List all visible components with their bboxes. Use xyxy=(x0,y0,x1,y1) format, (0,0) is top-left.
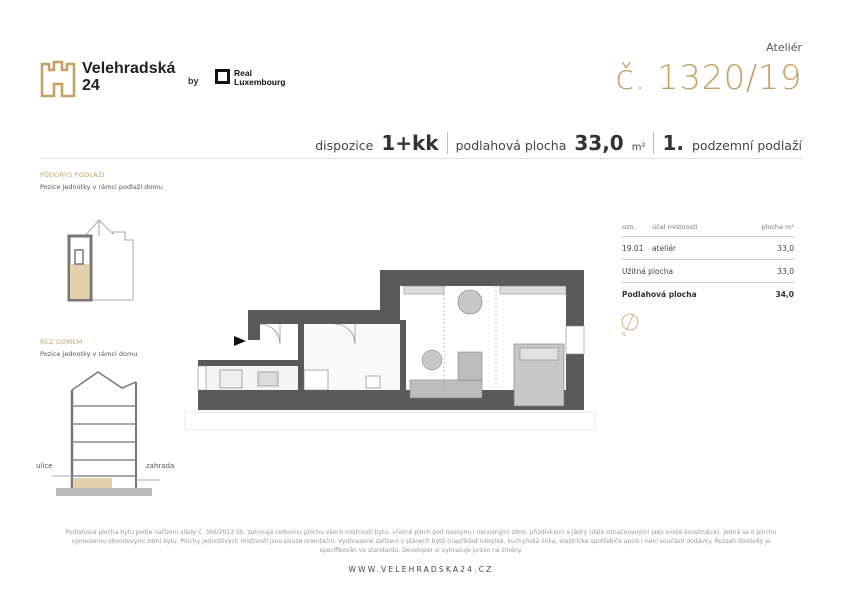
room-area: 33,0 xyxy=(735,237,794,260)
by-label: by xyxy=(188,76,199,86)
table-header-row xyxy=(622,218,794,237)
column-header: účel místnosti xyxy=(652,218,735,237)
partner-name-line2: Luxembourg xyxy=(234,77,286,87)
compass-label: S xyxy=(622,332,626,338)
room-name: ateliér xyxy=(652,237,735,260)
brand-name xyxy=(82,60,175,94)
footer-disclaimer-line: specifikován ve standardu. Developer si vyhrazuje právo na změny. xyxy=(319,547,523,554)
unit-summary xyxy=(315,131,802,155)
footer-disclaimer xyxy=(40,528,802,555)
area-unit: m² xyxy=(631,142,646,153)
floor-area-row xyxy=(622,283,794,306)
footer-disclaimer-line: vymezenou obvodovými zdmi bytu. Plochy jednotlivých místností jsou pouze orientační. Vyobrazené zařízení v plánech bytů (například nábytek, kuchyňská linka, elektrické spotřebiče apod.) není součástí dodávky. Rozsah dodávky je xyxy=(71,538,771,545)
footer-disclaimer-line: Podlahová plocha bytu podle nařízení vlády č. 366/2013 Sb. zahrnuje celkovou plochu všech místností bytu, včetně ploch pod nosnými i nenosnými zdmi, přizdívkami a jádry (dále označovanými jako svislé konstrukce). Jedná se o plochu xyxy=(65,529,777,536)
column-header: ozn. xyxy=(622,218,652,237)
room-code: 19.01 xyxy=(622,237,652,260)
layout-value: 1+kk xyxy=(381,131,439,155)
apartment-floorplan xyxy=(180,260,600,435)
building-floor-thumbnail xyxy=(55,214,140,306)
layout-label: dispozice xyxy=(315,138,374,153)
building-section-thumbnail xyxy=(52,368,162,503)
floorplan-section-subtitle: Pozice jednotky v rámci podlaží domu xyxy=(40,183,163,191)
rooms-table xyxy=(622,218,794,305)
usable-area-row xyxy=(622,260,794,283)
floor-label: podzemní podlaží xyxy=(692,138,802,153)
label-garden: zahrada xyxy=(146,462,175,470)
floor-value: 1. xyxy=(662,131,684,155)
unit-type: Ateliér xyxy=(766,41,802,54)
usable-area-label: Užitná plocha xyxy=(622,260,735,283)
velehradska-logo-icon xyxy=(40,58,76,98)
floorplan-section-title: PŮDORYS PODLAŽÍ xyxy=(40,171,105,179)
unit-number: č. 1320/19 xyxy=(615,58,802,98)
divider xyxy=(653,132,654,154)
section-title: ŘEZ DOMEM xyxy=(40,338,83,346)
section-subtitle: Pozice jednotky v rámci domu xyxy=(40,350,138,358)
area-value: 33,0 xyxy=(574,131,624,155)
area-label: podlahová plocha xyxy=(455,138,567,153)
table-row xyxy=(622,237,794,260)
brand-name-line1: Velehradská xyxy=(82,60,176,77)
floor-area-label: Podlahová plocha xyxy=(622,289,697,299)
label-street: ulice xyxy=(36,462,53,470)
brand-name-line2: 24 xyxy=(82,77,100,94)
header-divider xyxy=(40,158,802,159)
partner-name xyxy=(234,69,285,87)
website-link[interactable]: WWW.VELEHRADSKA24.CZ xyxy=(348,565,494,574)
partner-name-line1: Real xyxy=(234,68,252,78)
floor-area-value: 34,0 xyxy=(775,289,794,299)
compass-icon xyxy=(620,312,640,332)
real-luxembourg-logo-icon xyxy=(215,69,230,84)
usable-area-value: 33,0 xyxy=(735,260,794,283)
divider xyxy=(447,132,448,154)
column-header: plocha m² xyxy=(735,218,794,237)
